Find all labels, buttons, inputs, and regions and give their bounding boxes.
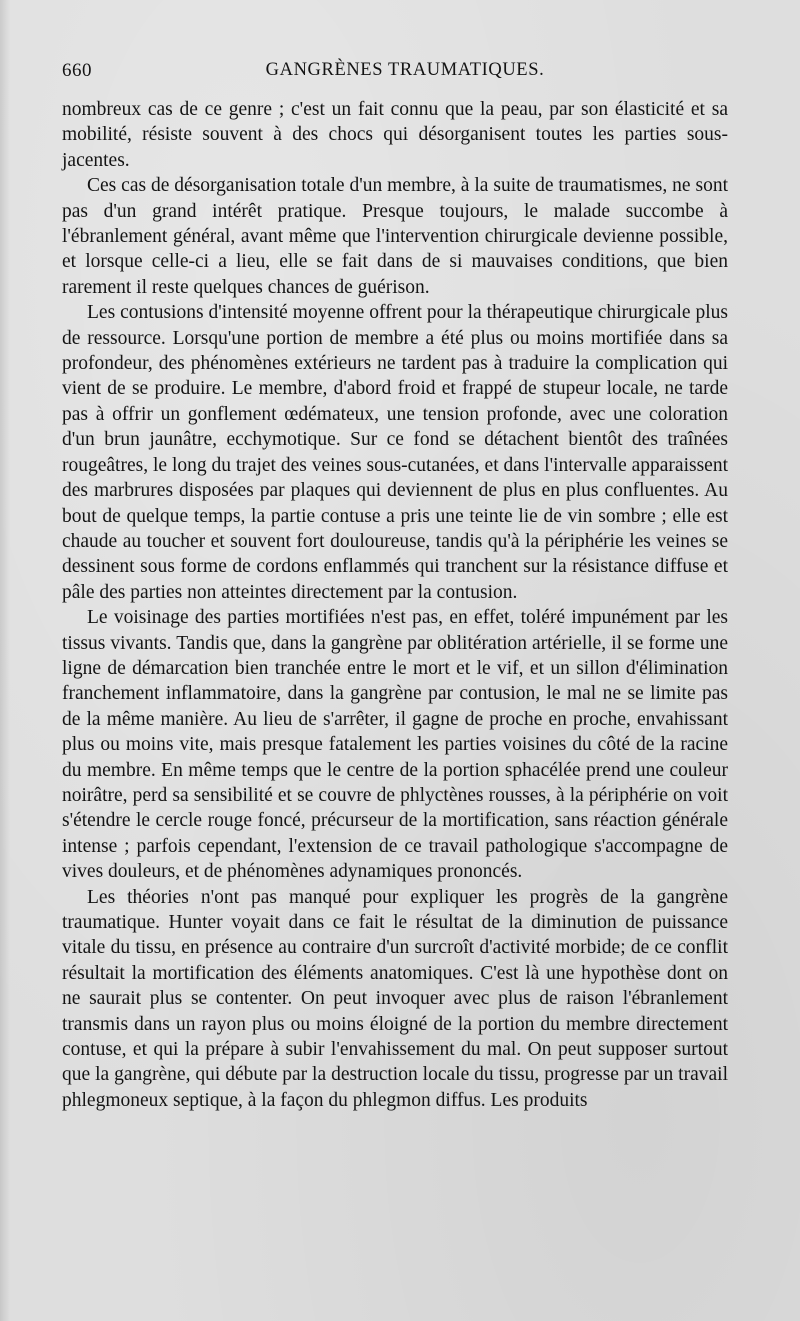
body-text bbox=[62, 97, 728, 1113]
page-number: 660 bbox=[62, 60, 92, 81]
running-title: GANGRÈNES TRAUMATIQUES. bbox=[265, 60, 545, 80]
paragraph: Ces cas de désorganisation totale d'un membre, à la suite de traumatismes, ne sont pas d'un grand intérêt pratique. Presque toujours, le malade succombe à l'ébranlement général, avant même que l'intervention chirurgicale devienne possible, et lorsque celle-ci a lieu, elle se fait dans de si mauvaises conditions, que bien rarement il reste quelques chances de guérison. bbox=[62, 175, 728, 298]
paragraph: Les théories n'ont pas manqué pour expliquer les progrès de la gangrène traumatique. Hunter voyait dans ce fait le résultat de la diminution de puissance vitale du tissu, en présence au contraire d'un surcroît d'activité morbide; de ce conflit résultait la mortification des éléments anatomiques. C'est là une hypothèse dont on ne saurait plus se contenter. On peut invoquer avec plus de raison l'ébranlement transmis dans un rayon plus ou moins éloigné de la portion du membre directement contuse, et qui la prépare à subir l'envahissement du mal. On peut supposer surtout que la gangrène, qui débute par la destruction locale du tissu, progresse par un travail phlegmoneux septique, à la façon du phlegmon diffus. Les produits bbox=[62, 886, 728, 1111]
paragraph: nombreux cas de ce genre ; c'est un fait connu que la peau, par son élasticité et sa mobilité, résiste souvent à des chocs qui désorganisent toutes les parties sous-jacentes. bbox=[62, 99, 728, 171]
paragraph: Le voisinage des parties mortifiées n'est pas, en effet, toléré impunément par les tissus vivants. Tandis que, dans la gangrène par oblitération artérielle, il se forme une ligne de démarcation bien tranchée entre le mort et le vif, et un sillon d'élimination franchement inflammatoire, dans la gangrène par contusion, le mal ne se limite pas de la même manière. Au lieu de s'arrêter, il gagne de proche en proche, envahissant plus ou moins vite, mais presque fatalement les parties voisines du côté de la racine du membre. En même temps que le centre de la portion sphacélée prend une couleur noirâtre, perd sa sensibilité et se couvre de phlyctènes rousses, à la périphérie on voit s'étendre le cercle rouge foncé, précurseur de la mortification, sans réaction générale intense ; parfois cependant, l'extension de ce travail pathologique s'accompagne de vives douleurs, et de phénomènes adynamiques prononcés. bbox=[62, 607, 728, 883]
paragraph: Les contusions d'intensité moyenne offrent pour la thérapeutique chirurgicale plus de ressource. Lorsqu'une portion de membre a été plus ou moins mortifiée dans sa profondeur, des phénomènes extérieurs ne tardent pas à traduire la complication qui vient de se produire. Le membre, d'abord froid et frappé de stupeur locale, ne tarde pas à offrir un gonflement œdémateux, une tension profonde, avec une coloration d'un brun jaunâtre, ecchymotique. Sur ce fond se détachent bientôt des traînées rougeâtres, le long du trajet des veines sous-cutanées, et dans l'intervalle apparaissent des marbrures disposées par plaques qui deviennent de plus en plus confluentes. Au bout de quelque temps, la partie contuse a pris une teinte lie de vin sombre ; elle est chaude au toucher et souvent fort douloureuse, tandis qu'à la périphérie les veines se dessinent sous forme de cordons enflammés qui tranchent sur la résistance diffuse et pâle des parties non atteintes directement par la contusion. bbox=[62, 302, 728, 603]
spine-shadow bbox=[0, 0, 10, 1321]
page-header bbox=[62, 60, 728, 86]
